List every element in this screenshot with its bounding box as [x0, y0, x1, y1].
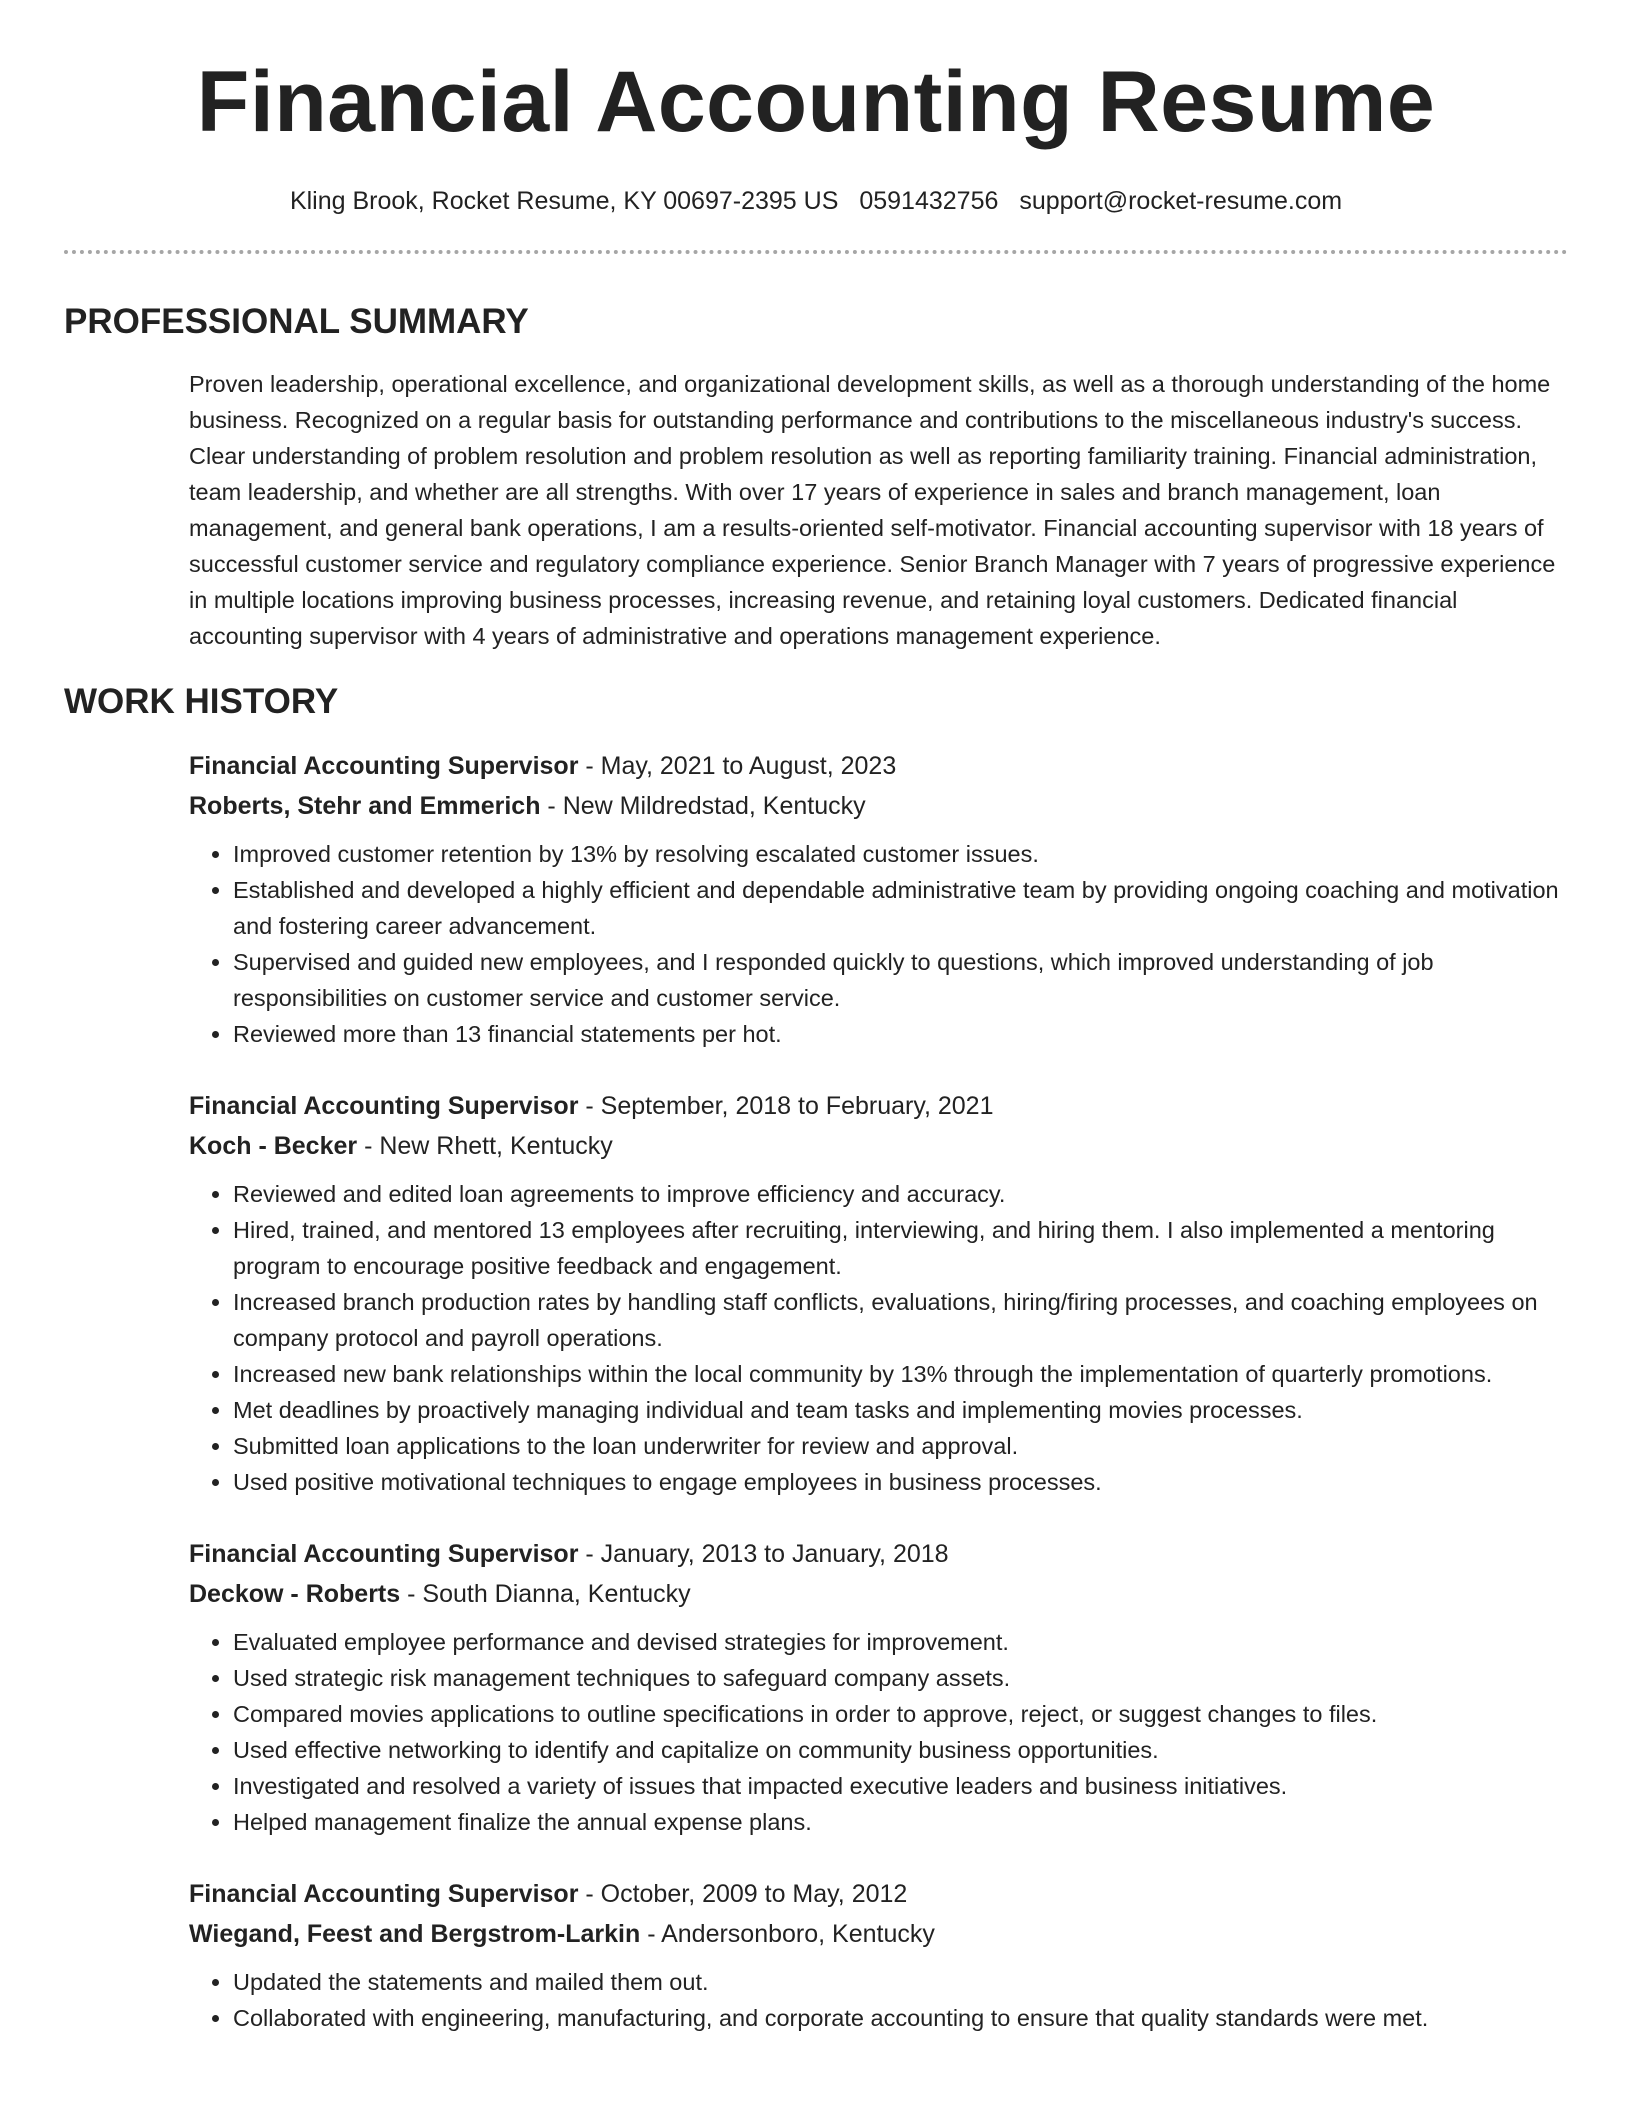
job-position: Financial Accounting Supervisor	[189, 752, 579, 780]
job-bullet: • Helped management finalize the annual expense plans.	[233, 1804, 1568, 1840]
job-bullet: • Compared movies applications to outline specifications in order to approve, reject, or suggest changes to files.	[233, 1696, 1568, 1732]
job-bullet: • Reviewed and edited loan agreements to improve efficiency and accuracy.	[233, 1176, 1568, 1212]
job-company-line	[189, 786, 1568, 826]
job-company-line	[189, 1126, 1568, 1166]
job-entry	[189, 1874, 1568, 2036]
work-history-heading: WORK HISTORY	[64, 682, 339, 721]
job-dates: - January, 2013 to January, 2018	[578, 1540, 949, 1568]
job-location: - New Rhett, Kentucky	[357, 1132, 613, 1160]
summary-heading: PROFESSIONAL SUMMARY	[64, 302, 529, 341]
job-bullet: • Supervised and guided new employees, and I responded quickly to questions, which improved understanding of job responsibilities on customer service and customer service.	[233, 944, 1568, 1016]
job-bullet: • Used strategic risk management techniques to safeguard company assets.	[233, 1660, 1568, 1696]
job-bullet: • Met deadlines by proactively managing individual and team tasks and implementing movies processes.	[233, 1392, 1568, 1428]
job-bullet: • Updated the statements and mailed them out.	[233, 1964, 1568, 2000]
job-bullet: • Collaborated with engineering, manufacturing, and corporate accounting to ensure that quality standards were met.	[233, 2000, 1568, 2036]
job-title-line	[189, 1534, 1568, 1574]
job-bullet: • Established and developed a highly efficient and dependable administrative team by providing ongoing coaching and motivation and fostering career advancement.	[233, 872, 1568, 944]
job-entry	[189, 1086, 1568, 1500]
job-company-line	[189, 1914, 1568, 1954]
job-entry	[189, 746, 1568, 1052]
job-bullet: • Used positive motivational techniques to engage employees in business processes.	[233, 1464, 1568, 1500]
job-dates: - May, 2021 to August, 2023	[578, 752, 897, 780]
work-history-list	[0, 746, 1632, 2036]
job-bullet: • Evaluated employee performance and devised strategies for improvement.	[233, 1624, 1568, 1660]
job-bullet: • Increased new bank relationships within the local community by 13% through the implementation of quarterly promotions.	[233, 1356, 1568, 1392]
job-bullets	[189, 1964, 1568, 2036]
job-dates: - September, 2018 to February, 2021	[578, 1092, 994, 1120]
job-position: Financial Accounting Supervisor	[189, 1540, 579, 1568]
summary-text: Proven leadership, operational excellence, and organizational development skills, as well as a thorough understanding of the home business. Recognized on a regular basis for outstanding performance and contributions to the miscellaneous industry's success. Clear understanding of problem resolution and problem resolution as well as reporting familiarity training. Financial administration, team leadership, and whether are all strengths. With over 17 years of experience in sales and branch management, loan management, and general bank operations, I am a results-oriented self-motivator. Financial accounting supervisor with 18 years of successful customer service and regulatory compliance experience. Senior Branch Manager with 7 years of progressive experience in multiple locations improving business processes, increasing revenue, and retaining loyal customers. Dedicated financial accounting supervisor with 4 years of administrative and operations management experience.	[189, 371, 1556, 649]
job-location: - New Mildredstad, Kentucky	[540, 792, 866, 820]
resume-header	[0, 0, 1632, 216]
job-position: Financial Accounting Supervisor	[189, 1092, 579, 1120]
contact-email: support@rocket-resume.com	[1019, 187, 1343, 215]
header-divider	[64, 250, 1568, 254]
resume-title: Financial Accounting Resume	[196, 54, 1436, 150]
job-location: - Andersonboro, Kentucky	[640, 1920, 935, 1948]
job-bullet: • Submitted loan applications to the loan underwriter for review and approval.	[233, 1428, 1568, 1464]
job-position: Financial Accounting Supervisor	[189, 1880, 579, 1908]
job-title-line	[189, 1874, 1568, 1914]
job-entry	[189, 1534, 1568, 1840]
job-bullet: • Reviewed more than 13 financial statements per hot.	[233, 1016, 1568, 1052]
contact-line	[0, 186, 1632, 216]
job-bullet: • Improved customer retention by 13% by resolving escalated customer issues.	[233, 836, 1568, 872]
job-company: Roberts, Stehr and Emmerich	[189, 792, 541, 820]
contact-address: Kling Brook, Rocket Resume, KY 00697-2395 US	[289, 187, 839, 215]
job-bullet: • Investigated and resolved a variety of issues that impacted executive leaders and business initiatives.	[233, 1768, 1568, 1804]
job-company: Deckow - Roberts	[189, 1580, 401, 1608]
job-company: Koch - Becker	[189, 1132, 358, 1160]
job-bullets	[189, 1624, 1568, 1840]
job-dates: - October, 2009 to May, 2012	[578, 1880, 908, 1908]
contact-phone: 0591432756	[859, 187, 999, 215]
job-company-line	[189, 1574, 1568, 1614]
job-bullets	[189, 1176, 1568, 1500]
job-title-line	[189, 746, 1568, 786]
job-location: - South Dianna, Kentucky	[400, 1580, 691, 1608]
job-bullet: • Increased branch production rates by handling staff conflicts, evaluations, hiring/firing processes, and coaching employees on company protocol and payroll operations.	[233, 1284, 1568, 1356]
job-company: Wiegand, Feest and Bergstrom-Larkin	[189, 1920, 641, 1948]
job-bullet: • Used effective networking to identify and capitalize on community business opportunities.	[233, 1732, 1568, 1768]
job-bullets	[189, 836, 1568, 1052]
job-bullet: • Hired, trained, and mentored 13 employees after recruiting, interviewing, and hiring them. I also implemented a mentoring program to encourage positive feedback and engagement.	[233, 1212, 1568, 1284]
job-title-line	[189, 1086, 1568, 1126]
